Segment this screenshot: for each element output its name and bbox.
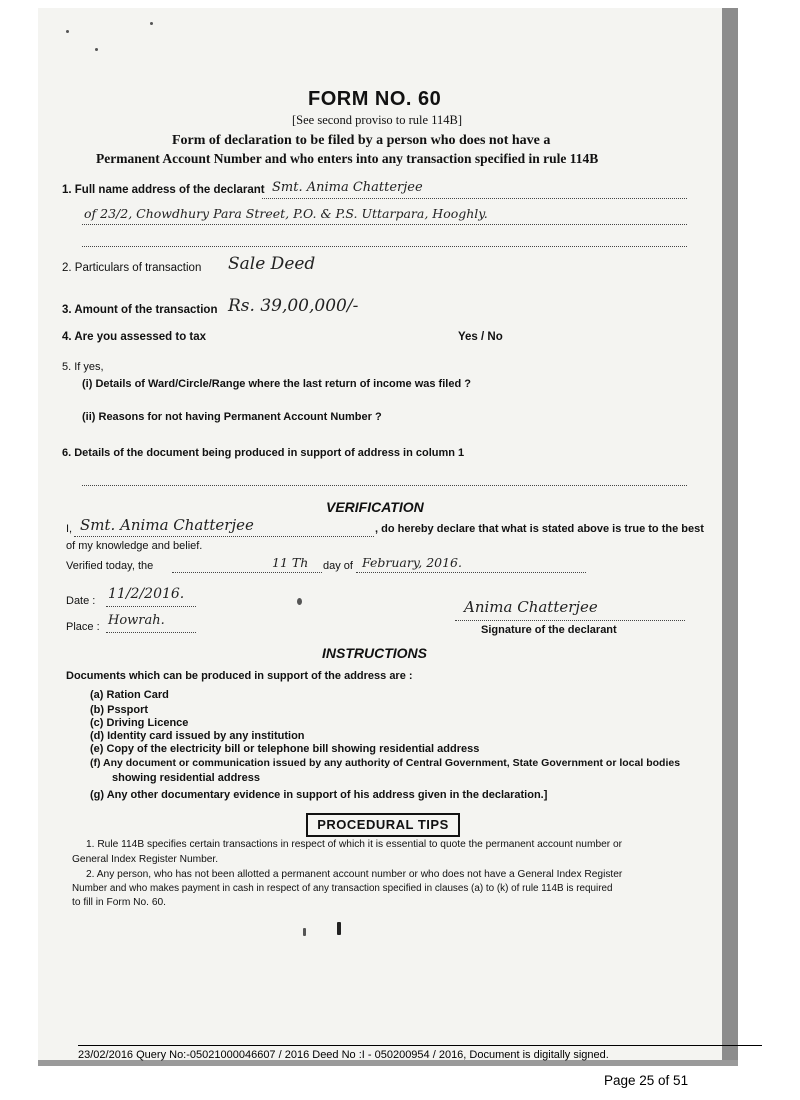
place-label: Place :: [66, 621, 100, 633]
q5-item-i: (i) Details of Ward/Circle/Range where the last return of income was filed ?: [82, 378, 471, 390]
instructions-item: (g) Any other documentary evidence in support of his address given in the declaration.]: [90, 789, 548, 801]
q2-value: Sale Deed: [228, 254, 316, 274]
page-number: Page 25 of 51: [604, 1073, 689, 1088]
instructions-intro: Documents which can be produced in support of the address are :: [66, 670, 413, 682]
verification-name: Smt. Anima Chatterjee: [80, 516, 254, 534]
verified-today-label: Verified today, the: [66, 560, 154, 572]
verification-prefix: I,: [66, 523, 73, 535]
footer-text: 23/02/2016 Query No:-05021000046607 / 2016 Deed No :I - 050200954 / 2016, Document is digitally signed.: [78, 1049, 609, 1061]
q1-dotted-line-2: [82, 224, 687, 225]
q1-dotted-line: [262, 198, 687, 199]
q4-options: Yes / No: [458, 331, 503, 343]
q1-dotted-line-3: [82, 246, 687, 247]
tip1-line1: 1. Rule 114B specifies certain transactions in respect of which it is essential to quote the permanent account number or: [86, 839, 623, 850]
verification-name-line: [74, 536, 374, 537]
form-description-line2: Permanent Account Number and who enters into any transaction specified in rule 114B: [96, 151, 599, 166]
q3-value: Rs. 39,00,000/-: [228, 296, 359, 316]
tip1-line2: General Index Register Number.: [72, 854, 219, 865]
q4-label: 4. Are you assessed to tax: [62, 331, 207, 343]
verification-declaration-line2: of my knowledge and belief.: [66, 540, 203, 552]
instructions-item: (b) Pssport: [90, 704, 149, 716]
place-line: [106, 632, 196, 633]
verification-heading: VERIFICATION: [326, 499, 424, 515]
form-title: FORM NO. 60: [308, 88, 442, 110]
instructions-item: (e) Copy of the electricity bill or telephone bill showing residential address: [90, 743, 480, 755]
q2-label: 2. Particulars of transaction: [62, 262, 202, 274]
q5-label: 5. If yes,: [62, 361, 104, 373]
instructions-heading: INSTRUCTIONS: [322, 645, 427, 661]
instructions-item: (c) Driving Licence: [90, 717, 189, 729]
signature-line: [455, 620, 685, 621]
q1-value-line2: of 23/2, Chowdhury Para Street, P.O. & P.S. Uttarpara, Hooghly.: [84, 206, 488, 221]
scan-speck: [297, 598, 302, 605]
scan-speck: [66, 30, 69, 33]
tip2-line3: to fill in Form No. 60.: [72, 897, 166, 908]
q6-label: 6. Details of the document being produced in support of address in column 1: [62, 447, 465, 459]
form-description-line1: Form of declaration to be filed by a person who does not have a: [172, 133, 551, 148]
q6-dotted-line: [82, 485, 687, 486]
q5-item-ii: (ii) Reasons for not having Permanent Account Number ?: [82, 411, 382, 423]
signature-value: Anima Chatterjee: [464, 598, 598, 616]
tip2-line1: 2. Any person, who has not been allotted a permanent account number or who does not have a General Index Register: [86, 869, 623, 880]
procedural-tips-heading: PROCEDURAL TIPS: [306, 813, 460, 837]
verified-day-line: [172, 572, 322, 573]
instructions-item: (d) Identity card issued by any institution: [90, 730, 305, 742]
scan-speck: [95, 48, 98, 51]
tip2-line2: Number and who makes payment in cash in respect of any transaction specified in clauses (a) to (k) of rule 114B is required: [72, 883, 613, 894]
scan-shadow-edge: [722, 8, 738, 1065]
instructions-item: (a) Ration Card: [90, 689, 169, 701]
scan-speck: [150, 22, 153, 25]
verified-month-line: [356, 572, 586, 573]
q1-label: 1. Full name address of the declarant: [62, 184, 265, 196]
place-value: Howrah.: [108, 613, 165, 628]
instructions-item-continuation: showing residential address: [112, 772, 260, 784]
footer-rule: [78, 1045, 762, 1046]
form-subtitle: [See second proviso to rule 114B]: [292, 113, 462, 127]
scan-speck: [337, 922, 341, 935]
date-label: Date :: [66, 595, 96, 607]
verified-day-of-label: day of: [323, 560, 353, 572]
scan-speck: [303, 928, 306, 936]
signature-label: Signature of the declarant: [481, 624, 617, 636]
verified-month-value: February, 2016.: [362, 555, 462, 570]
instructions-item: (f) Any document or communication issued by any authority of Central Government, State Government or local bodies: [90, 757, 681, 769]
q1-value-line1: Smt. Anima Chatterjee: [272, 180, 423, 195]
verified-day-value: 11 Th: [272, 555, 309, 570]
date-line: [106, 606, 196, 607]
q3-label: 3. Amount of the transaction: [62, 304, 218, 316]
date-value: 11/2/2016.: [108, 586, 185, 602]
verification-declaration: , do hereby declare that what is stated above is true to the best: [375, 523, 704, 535]
